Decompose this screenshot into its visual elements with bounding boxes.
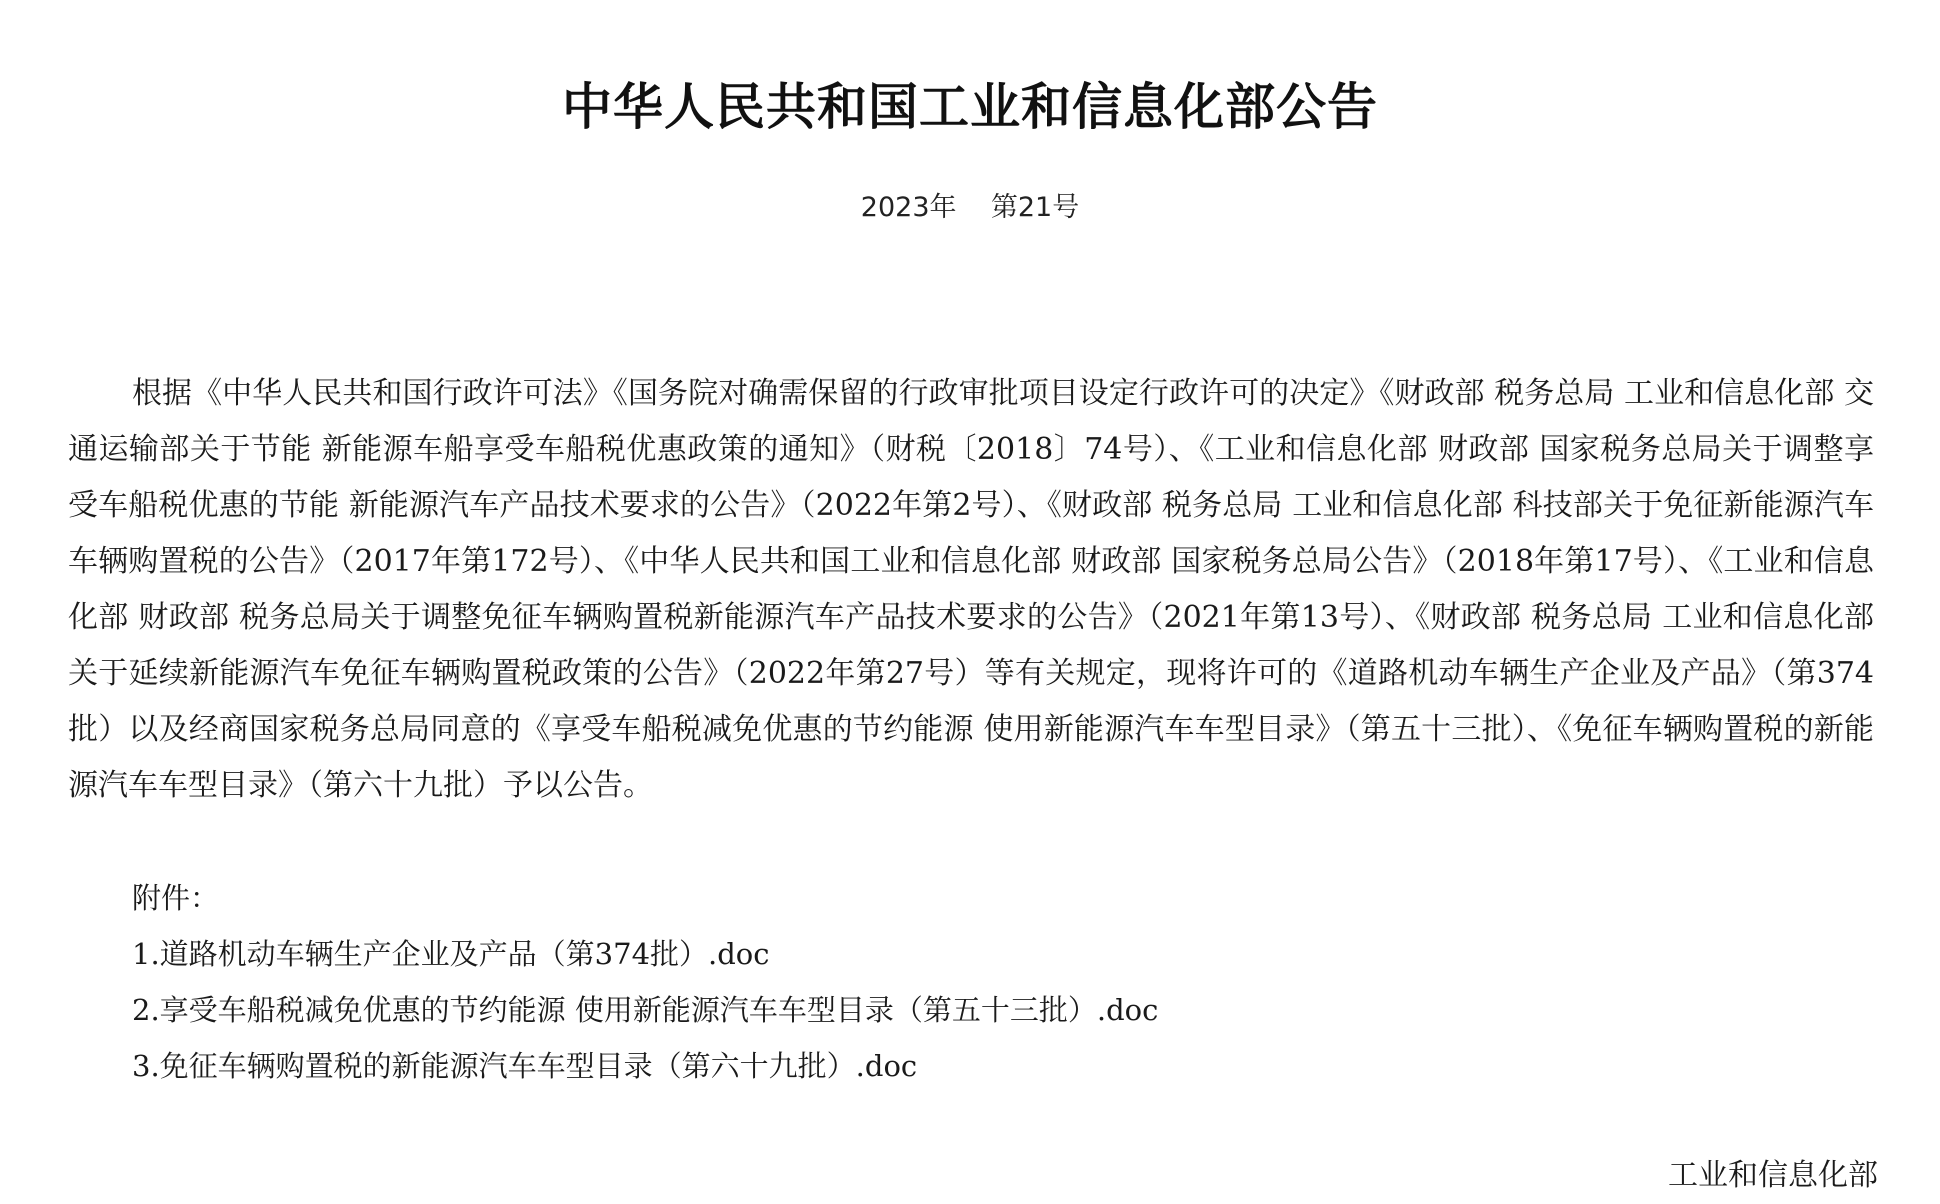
attachment-link-2[interactable]: 2.享受车船税减免优惠的节约能源 使用新能源汽车车型目录（第五十三批）.doc — [132, 993, 1159, 1027]
attachments-label: 附件： — [132, 881, 220, 915]
page-title: 中华人民共和国工业和信息化部公告 — [562, 77, 1378, 136]
issuer-signature: 工业和信息化部 — [1668, 1158, 1878, 1193]
document-number: 2023年 第21号 — [860, 192, 1080, 223]
attachment-link-1[interactable]: 1.道路机动车辆生产企业及产品（第374批）.doc — [132, 937, 770, 971]
attachment-link-3[interactable]: 3.免征车辆购置税的新能源汽车车型目录（第六十九批）.doc — [132, 1049, 918, 1083]
announcement-body: 根据《中华人民共和国行政许可法》《国务院对确需保留的行政审批项目设定行政许可的决定》《财政部 税务总局 工业和信息化部 交通运输部关于节能 新能源车船享受车船税优惠政策的通知》（财税〔2018〕74号）、《工业和信息化部 财政部 国家税务总局关于调整享受车船税优惠的节能 新能源汽车产品技术要求的公告》（2022年第2号）、《财政部 税务总局 工业和信息化部 科技部关于免征新能源汽车车辆购置税的公告》（2017年第172号）、《中华人民共和国工业和信息化部 财政部 国家税务总局公告》（2018年第17号）、《工业和信息化部 财政部 税务总局关于调整免征车辆购置税新能源汽车产品技术要求的公告》（2021年第13号）、《财政部 税务总局 工业和信息化部关于延续新能源汽车免征车辆购置税政策的公告》（2022年第27号）等有关规定，现将许可的《道路机动车辆生产企业及产品》（第374批）以及经商国家税务总局同意的《享受车船税减免优惠的节约能源 使用新能源汽车车型目录》（第五十三批）、《免征车辆购置税的新能源汽车车型目录》（第六十九批）予以公告。 — [68, 376, 1874, 803]
attachments-section — [132, 870, 1872, 1094]
